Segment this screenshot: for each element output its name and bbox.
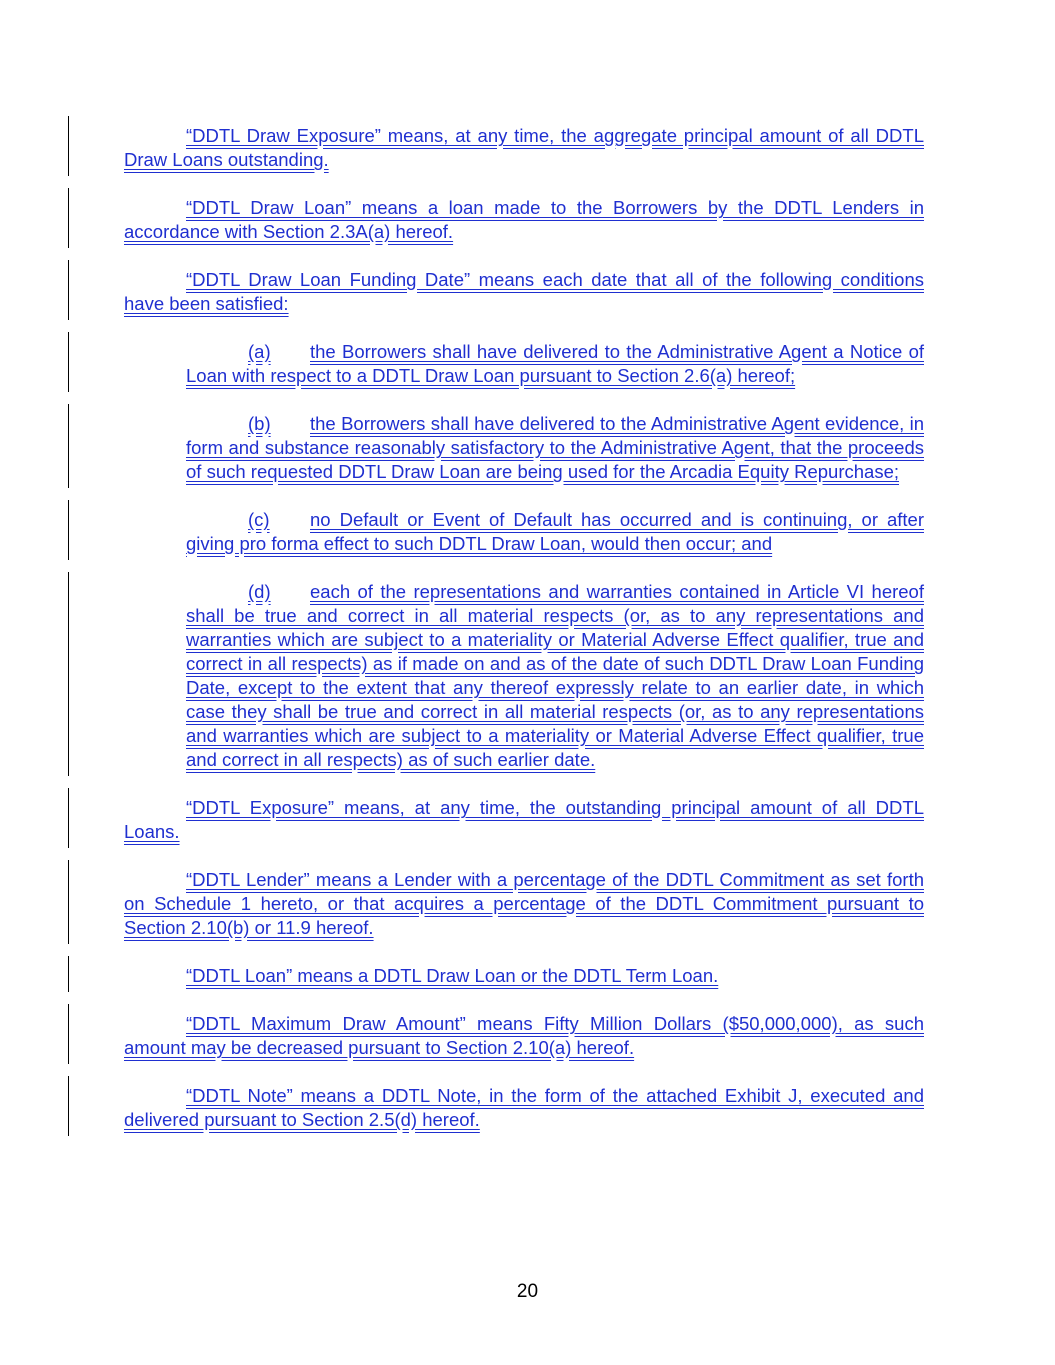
definition-text: “DDTL Loan” means a DDTL Draw Loan or the DDTL Term Loan. xyxy=(186,965,719,986)
definition-text: “DDTL Draw Loan” means a loan made to the Borrowers by the DDTL Lenders in accordance with Section 2.3A(a) hereof. xyxy=(124,197,924,242)
change-bar xyxy=(68,188,69,248)
change-bar xyxy=(68,500,69,560)
definition-ddtl-maximum-draw-amount xyxy=(124,1012,924,1060)
definition-text: “DDTL Maximum Draw Amount” means Fifty Million Dollars ($50,000,000), as such amount may be decreased pursuant to Section 2.10(a) hereof. xyxy=(124,1013,924,1058)
change-bar xyxy=(68,956,69,992)
definition-text: “DDTL Lender” means a Lender with a percentage of the DDTL Commitment as set forth on Schedule 1 hereto, or that acquires a percentage of the DDTL Commitment pursuant to Section 2.10(b) or 11.9 hereof. xyxy=(124,869,924,938)
condition-label: (d) xyxy=(248,581,271,602)
condition-label: (b) xyxy=(248,413,271,434)
definition-ddtl-lender xyxy=(124,868,924,940)
definition-text: “DDTL Draw Loan Funding Date” means each date that all of the following conditions have been satisfied: xyxy=(124,269,924,314)
definition-ddtl-draw-exposure xyxy=(124,124,924,172)
definition-text: “DDTL Draw Exposure” means, at any time, the aggregate principal amount of all DDTL Draw Loans outstanding. xyxy=(124,125,924,170)
definition-text: “DDTL Exposure” means, at any time, the outstanding principal amount of all DDTL Loans. xyxy=(124,797,924,842)
change-bar xyxy=(68,116,69,176)
condition-a xyxy=(186,340,924,388)
condition-text: each of the representations and warranties contained in Article VI hereof shall be true and correct in all material respects (or, as to any representations and warranties which are subject to a materiality or Material Adverse Effect qualifier, true and correct in all respects) as if made on and as of the date of such DDTL Draw Loan Funding Date, except to the extent that any thereof expressly relate to an earlier date, in which case they shall be true and correct in all material respects (or, as to any representations and warranties which are subject to a materiality or Material Adverse Effect qualifier, true and correct in all respects) as of such earlier date. xyxy=(186,581,924,770)
change-bar xyxy=(68,332,69,392)
change-bar xyxy=(68,1076,69,1136)
definition-ddtl-draw-loan xyxy=(124,196,924,244)
change-bar xyxy=(68,404,69,488)
change-bar xyxy=(68,788,69,848)
definition-ddtl-note xyxy=(124,1084,924,1132)
page-number: 20 xyxy=(516,1281,539,1302)
definition-ddtl-draw-loan-funding-date xyxy=(124,268,924,316)
definition-text: “DDTL Note” means a DDTL Note, in the form of the attached Exhibit J, executed and delivered pursuant to Section 2.5(d) hereof. xyxy=(124,1085,924,1130)
condition-b xyxy=(186,412,924,484)
change-bar xyxy=(68,572,69,776)
condition-label: (c) xyxy=(248,509,270,530)
definition-ddtl-exposure xyxy=(124,796,924,844)
change-bar xyxy=(68,260,69,320)
condition-c xyxy=(186,508,924,556)
document-page xyxy=(124,124,924,1156)
condition-label: (a) xyxy=(248,341,271,362)
condition-text: the Borrowers shall have delivered to the Administrative Agent a Notice of Loan with respect to a DDTL Draw Loan pursuant to Section 2.6(a) hereof; xyxy=(186,341,924,386)
change-bar xyxy=(68,860,69,944)
condition-text: no Default or Event of Default has occurred and is continuing, or after giving pro forma effect to such DDTL Draw Loan, would then occur; and xyxy=(186,509,924,554)
condition-text: the Borrowers shall have delivered to the Administrative Agent evidence, in form and substance reasonably satisfactory to the Administrative Agent, that the proceeds of such requested DDTL Draw Loan are being used for the Arcadia Equity Repurchase; xyxy=(186,413,924,482)
change-bar xyxy=(68,1004,69,1064)
condition-d xyxy=(186,580,924,772)
definition-ddtl-loan xyxy=(124,964,924,988)
